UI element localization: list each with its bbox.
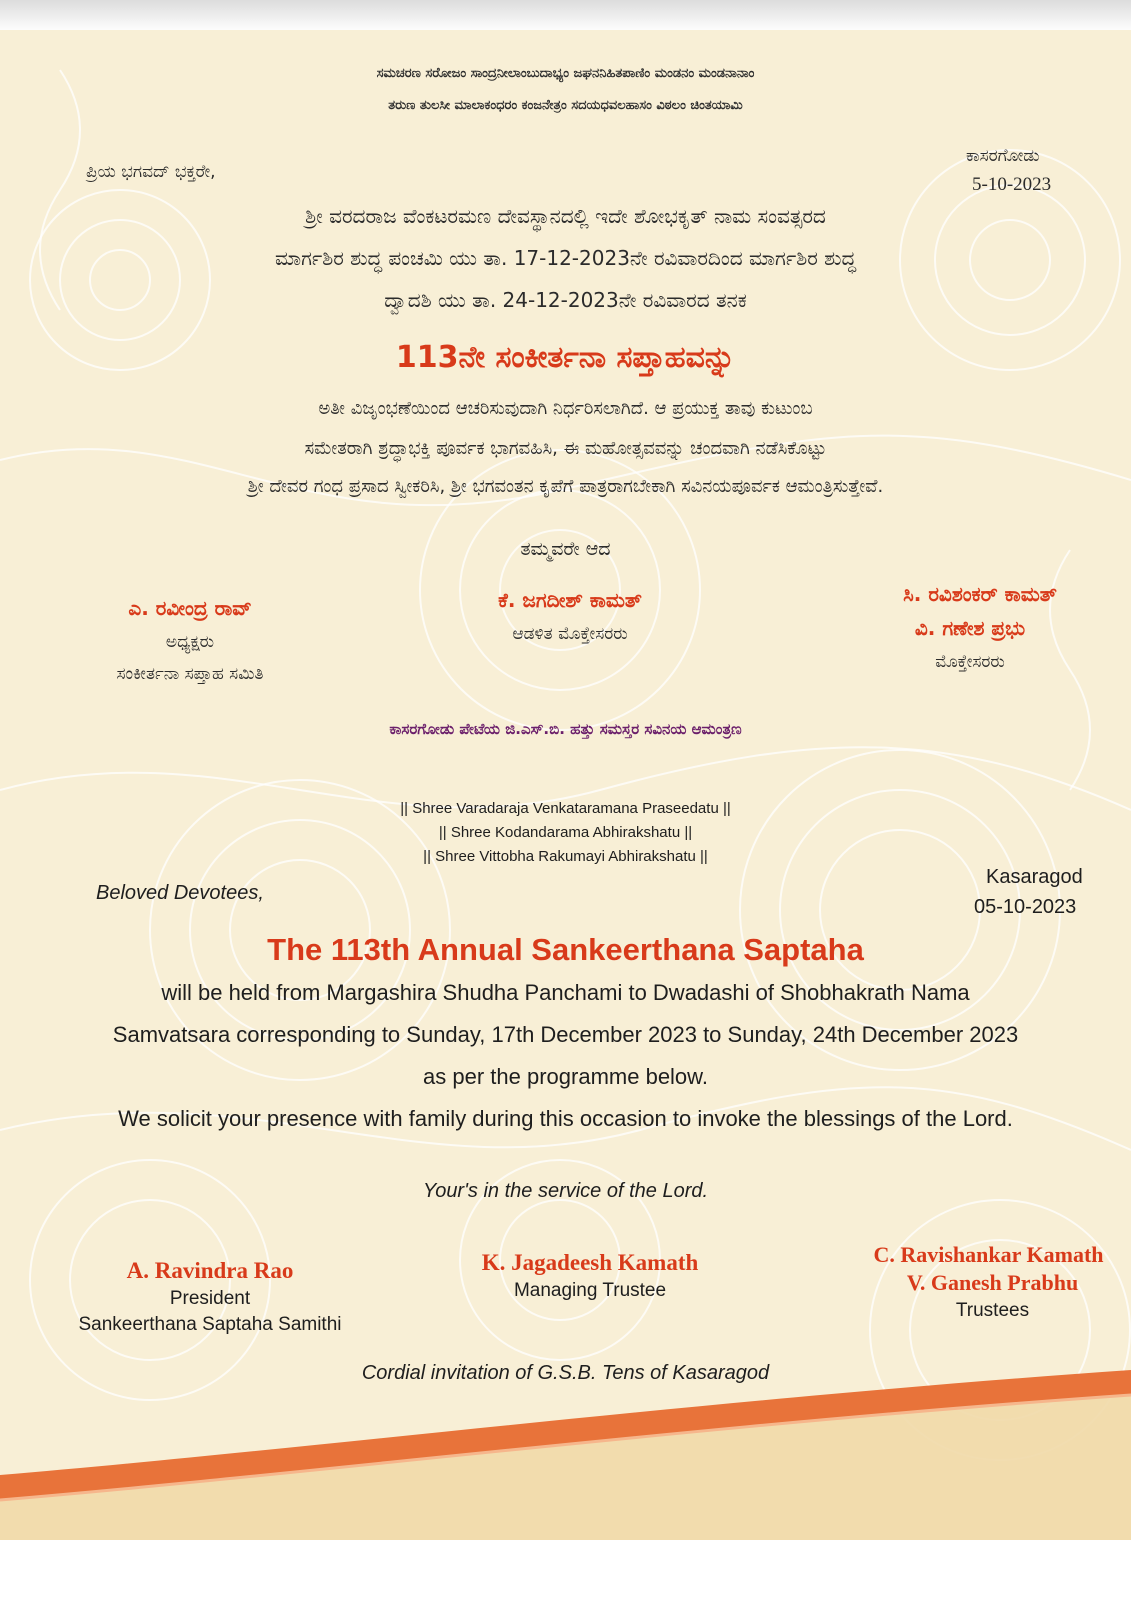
kannada-para-line-1: ಅತೀ ವಿಜೃಂಭಣೆಯಿಂದ ಆಚರಿಸುವುದಾಗಿ ನಿರ್ಧರಿಸಲಾಗಿದೆ. ಆ ಪ್ರಯುಕ್ತ ತಾವು ಕುಟುಂಬ [318, 398, 813, 419]
english-sig3-name-1: C. Ravishankar Kamath [873, 1242, 1104, 1267]
kannada-sig2-role: ಆಡಳಿತ ಮೊಕ್ತೇಸರರು [512, 624, 628, 644]
english-sig1-role: President [169, 1288, 251, 1309]
kannada-sig2-name: ಕೆ. ಜಗದೀಶ್ ಕಾಮತ್ [498, 588, 642, 612]
kannada-place: ಕಾಸರಗೋಡು [966, 146, 1040, 166]
kannada-yours: ತಮ್ಮವರೇ ಆದ [520, 538, 611, 560]
kannada-shloka-line-1: ಸಮಚರಣ ಸರೋಜಂ ಸಾಂದ್ರನೀಲಾಂಬುದಾಭ್ಯಂ ಜಘನನಿಹಿತಪಾಣಿಂ ಮಂಡನಂ ಮಂಡನಾನಾಂ [376, 66, 755, 81]
kannada-body-line-1: ಶ್ರೀ ವರದರಾಜ ವೆಂಕಟರಮಣ ದೇವಸ್ಥಾನದಲ್ಲಿ ಇದೇ ಶೋಭಕೃತ್ ನಾಮ ಸಂವತ್ಸರದ [305, 204, 826, 228]
english-sig1-name: A. Ravindra Rao [126, 1258, 294, 1283]
kannada-sig3-name-2: ವಿ. ಗಣೇಶ ಪ್ರಭು [914, 616, 1026, 640]
scan-top-edge [0, 0, 1131, 32]
english-sig2-role: Managing Trustee [513, 1280, 667, 1301]
kannada-sig3-name-1: ಸಿ. ರವಿಶಂಕರ್ ಕಾಮತ್ [903, 582, 1057, 606]
english-closing: Your's in the service of the Lord. [422, 1180, 709, 1202]
english-date: 05-10-2023 [974, 896, 1077, 918]
kannada-footer-invitation: ಕಾಸರಗೋಡು ಪೇಟೆಯ ಜಿ.ಎಸ್.ಬಿ. ಹತ್ತು ಸಮಸ್ತರ ಸವಿನಯ ಆಮಂತ್ರಣ [389, 720, 742, 738]
english-body-line-2: Samvatsara corresponding to Sunday, 17th December 2023 to Sunday, 24th December 2023 [112, 1022, 1019, 1047]
kannada-sig1-role: ಅಧ್ಯಕ್ಷರು [165, 632, 215, 652]
kannada-shloka-line-2: ತರುಣ ತುಲಸೀ ಮಾಲಾಕಂಧರಂ ಕಂಜನೇತ್ರಂ ಸದಯಧವಲಹಾಸಂ ವಿಠಲಂ ಚಿಂತಯಾಮಿ [388, 98, 743, 113]
english-sig2-name: K. Jagadeesh Kamath [481, 1250, 699, 1275]
kannada-greeting: ಪ್ರಿಯ ಭಗವದ್ ಭಕ್ತರೇ, [86, 162, 216, 182]
english-footer-invitation: Cordial invitation of G.S.B. Tens of Kasaragod [361, 1362, 770, 1384]
prayer-line-1: || Shree Varadaraja Venkataramana Praseedatu || [400, 800, 731, 817]
english-body-line-3: as per the programme below. [423, 1064, 708, 1089]
kannada-body-line-3: ದ್ವಾದಶಿ ಯು ತಾ. 24-12-2023ನೇ ರವಿವಾರದ ತನಕ [384, 288, 747, 312]
kannada-sig1-name: ಎ. ರವೀಂದ್ರ ರಾವ್ [128, 596, 252, 620]
kannada-sig3-role: ಮೊಕ್ತೇಸರರು [935, 652, 1005, 672]
english-sig3-role: Trustees [955, 1300, 1030, 1321]
prayer-line-2: || Shree Kodandarama Abhirakshatu || [438, 824, 693, 841]
kannada-title: 113ನೇ ಸಂಕೀರ್ತನಾ ಸಪ್ತಾಹವನ್ನು [395, 340, 736, 375]
english-greeting: Beloved Devotees, [96, 882, 264, 904]
english-sig3-name-2: V. Ganesh Prabhu [906, 1270, 1079, 1295]
english-sig1-org: Sankeerthana Saptaha Samithi [78, 1314, 342, 1335]
english-place: Kasaragod [986, 866, 1083, 888]
kannada-body-line-2: ಮಾರ್ಗಶಿರ ಶುದ್ಧ ಪಂಚಮಿ ಯು ತಾ. 17-12-2023ನೇ ರವಿವಾರದಿಂದ ಮಾರ್ಗಶಿರ ಶುದ್ಧ [274, 246, 856, 270]
kannada-sig1-org: ಸಂಕೀರ್ತನಾ ಸಪ್ತಾಹ ಸಮಿತಿ [116, 664, 264, 684]
prayer-line-3: || Shree Vittobha Rakumayi Abhirakshatu || [423, 848, 708, 865]
kannada-date: 5-10-2023 [972, 174, 1052, 195]
kannada-para-line-3: ಶ್ರೀ ದೇವರ ಗಂಧ ಪ್ರಸಾದ ಸ್ವೀಕರಿಸಿ, ಶ್ರೀ ಭಗವಂತನ ಕೃಪೆಗೆ ಪಾತ್ರರಾಗಬೇಕಾಗಿ ಸವಿನಯಪೂರ್ವಕ ಆಮಂತ್ರಿಸುತ್ತೇವೆ. [247, 476, 884, 497]
english-body-line-4: We solicit your presence with family during this occasion to invoke the blessings of the Lord. [118, 1106, 1013, 1131]
english-body-line-1: will be held from Margashira Shudha Panchami to Dwadashi of Shobhakrath Nama [161, 980, 970, 1005]
kannada-para-line-2: ಸಮೇತರಾಗಿ ಶ್ರದ್ಧಾಭಕ್ತಿ ಪೂರ್ವಕ ಭಾಗವಹಿಸಿ, ಈ ಮಹೋತ್ಸವವನ್ನು ಚಂದವಾಗಿ ನಡೆಸಿಕೊಟ್ಟು [304, 438, 827, 459]
english-title: The 113th Annual Sankeerthana Saptaha [267, 932, 864, 967]
